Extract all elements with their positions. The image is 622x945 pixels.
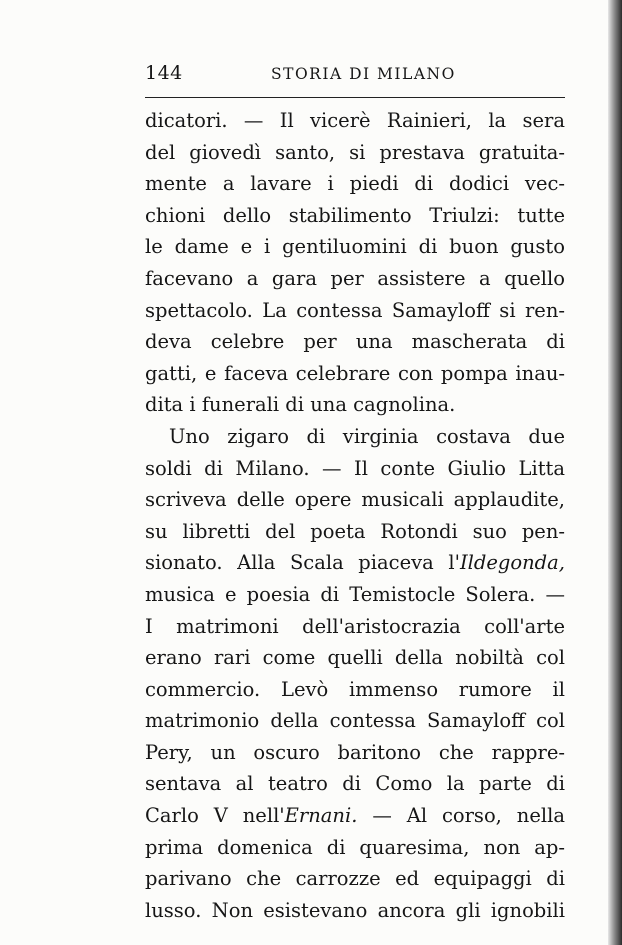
text-line: matrimonio della contessa Samayloff col xyxy=(145,709,565,733)
text-line: soldi di Milano. — Il conte Giulio Litta xyxy=(145,456,565,480)
text-line: commercio. Levò immenso rumore il xyxy=(145,677,565,701)
italic-title-ildegonda: Ildegonda, xyxy=(459,551,565,575)
text-line: erano rari come quelli della nobiltà col xyxy=(145,646,565,670)
text-line: sentava al teatro di Como la parte di xyxy=(145,772,565,796)
text-line: I matrimoni dell'aristocrazia coll'arte xyxy=(145,614,565,638)
text-line: dita i funerali di una cagnolina. xyxy=(145,393,456,417)
page-number: 144 xyxy=(145,62,183,84)
text-line: Uno zigaro di virginia costava due xyxy=(169,424,565,448)
text-line: le dame e i gentiluomini di buon gusto xyxy=(145,235,565,259)
text-run: sionato. Alla Scala piaceva l' xyxy=(145,551,460,575)
text-line: parivano che carrozze ed equipaggi di xyxy=(145,867,565,891)
text-line: prima domenica di quaresima, non ap- xyxy=(145,835,565,859)
text-run: — Al corso, nella xyxy=(357,804,565,828)
text-line: scriveva delle opere musicali applaudite, xyxy=(145,488,565,512)
text-line: chioni dello stabilimento Triulzi: tutte xyxy=(145,203,565,227)
text-run: Carlo V nell' xyxy=(145,804,285,828)
text-line: dicatori. — Il vicerè Rainieri, la sera xyxy=(145,109,565,132)
text-line: facevano a gara per assistere a quello xyxy=(145,266,565,290)
italic-title-ernani: Ernani. xyxy=(284,804,358,828)
header-rule xyxy=(145,97,565,98)
text-line: musica e poesia di Temistocle Solera. — xyxy=(145,582,565,606)
text-line: spettacolo. La contessa Samayloff si ren- xyxy=(145,298,565,322)
text-line: mente a lavare i piedi di dodici vec- xyxy=(145,172,565,196)
text-line: deva celebre per una mascherata di xyxy=(145,330,565,354)
running-title: STORIA DI MILANO xyxy=(271,65,456,83)
text-line: su libretti del poeta Rotondi suo pen- xyxy=(145,519,565,543)
text-line: del giovedì santo, si prestava gratuita- xyxy=(145,140,565,164)
text-line-mixed xyxy=(145,547,565,579)
text-line: gatti, e faceva celebrare con pompa inau- xyxy=(145,361,565,385)
page-header xyxy=(145,62,565,88)
text-line-mixed xyxy=(145,800,565,832)
body-text xyxy=(145,105,565,926)
text-line: lusso. Non esistevano ancora gli ignobili xyxy=(145,898,565,922)
text-line: Pery, un oscuro baritono che rappre- xyxy=(145,740,565,764)
page-edge-shadow xyxy=(608,0,622,945)
